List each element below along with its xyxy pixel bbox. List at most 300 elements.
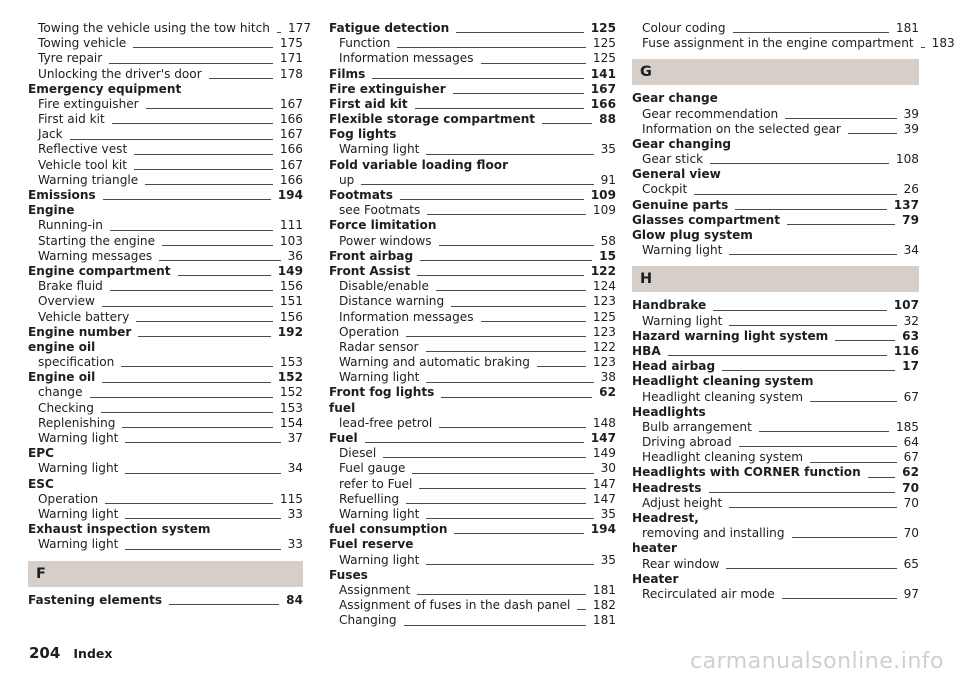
- entry-label: Power windows: [339, 233, 432, 248]
- index-entry: [329, 112, 616, 127]
- index-subentry: [28, 112, 303, 127]
- page-reference: 137: [893, 197, 919, 212]
- leader-line: [726, 568, 896, 569]
- index-subentry: [632, 420, 919, 435]
- page-reference: 116: [893, 343, 919, 358]
- entry-label: Driving abroad: [642, 435, 732, 450]
- index-subentry: [632, 435, 919, 450]
- index-group-heading: Fuses: [329, 567, 368, 582]
- leader-line: [426, 382, 593, 383]
- entry-label: Warning light: [38, 506, 119, 521]
- index-subentry: [28, 158, 303, 173]
- index-subentry: [28, 355, 303, 370]
- entry-label: Fire extinguisher: [329, 81, 446, 96]
- index-entry: [329, 264, 616, 279]
- entry-label: Vehicle tool kit: [38, 157, 127, 172]
- page-reference: 154: [279, 415, 303, 430]
- leader-line: [146, 108, 273, 109]
- index-subentry: [329, 598, 616, 613]
- leader-line: [110, 290, 273, 291]
- page-reference: 33: [287, 537, 303, 552]
- index-subentry: [329, 553, 616, 568]
- index-subentry: [28, 507, 303, 522]
- entry-label: Assignment of fuses in the dash panel: [339, 598, 571, 613]
- entry-label: Refuelling: [339, 491, 400, 506]
- index-subentry: [329, 36, 616, 51]
- entry-label: Adjust height: [642, 495, 723, 510]
- entry-label: lead-free petrol: [339, 415, 433, 430]
- index-subentry: [28, 279, 303, 294]
- entry-label: Headlight cleaning system: [642, 389, 804, 404]
- leader-line: [835, 340, 895, 341]
- entry-label: Jack: [38, 127, 63, 142]
- leader-line: [542, 123, 592, 124]
- entry-label: Front Assist: [329, 263, 411, 278]
- index-subentry: [329, 477, 616, 492]
- page-reference: 97: [903, 586, 919, 601]
- page-reference: 182: [592, 598, 616, 613]
- page-reference: 171: [279, 51, 303, 66]
- leader-line: [70, 139, 273, 140]
- page-reference: 107: [893, 298, 919, 313]
- leader-line: [481, 63, 586, 64]
- index-group-heading: Fuel reserve: [329, 537, 414, 552]
- entry-label: Warning light: [38, 431, 119, 446]
- entry-label: Fastening elements: [28, 592, 163, 607]
- leader-line: [456, 32, 584, 33]
- leader-line: [481, 321, 586, 322]
- index-subentry: [632, 587, 919, 602]
- page-reference: 103: [279, 233, 303, 248]
- leader-line: [426, 154, 593, 155]
- leader-line: [426, 564, 593, 565]
- index-entry: [329, 188, 616, 203]
- index-subentry: [28, 310, 303, 325]
- leader-line: [125, 549, 280, 550]
- entry-label: Fuel: [329, 431, 358, 446]
- page-reference: 181: [592, 613, 616, 628]
- page-reference: 108: [895, 152, 919, 167]
- index-entry: [632, 466, 919, 481]
- entry-label: up: [339, 172, 355, 187]
- leader-line: [110, 230, 273, 231]
- entry-label: Overview: [38, 294, 95, 309]
- index-subentry: [28, 127, 303, 142]
- entry-label: Distance warning: [339, 294, 445, 309]
- page-reference: 122: [590, 263, 616, 278]
- index-entry: [632, 329, 919, 344]
- index-group-heading: Emergency equipment: [28, 81, 182, 96]
- leader-line: [810, 462, 897, 463]
- index-subentry: [28, 218, 303, 233]
- index-subentry: [329, 234, 616, 249]
- leader-line: [112, 123, 273, 124]
- entry-label: Engine compartment: [28, 263, 171, 278]
- index-group-heading: Gear change: [632, 91, 718, 106]
- leader-line: [441, 397, 592, 398]
- leader-line: [436, 290, 586, 291]
- page-reference: 15: [599, 248, 616, 263]
- index-subentry: [632, 450, 919, 465]
- index-subentry: [28, 386, 303, 401]
- index-entry: [329, 522, 616, 537]
- entry-label: Unlocking the driver's door: [38, 66, 202, 81]
- page-reference: 156: [279, 309, 303, 324]
- index-subentry: [632, 557, 919, 572]
- page-reference: 181: [895, 20, 919, 35]
- page-reference: 125: [592, 36, 616, 51]
- index-group-heading: Force limitation: [329, 218, 437, 233]
- index-entry: [632, 359, 919, 374]
- leader-line: [709, 492, 896, 493]
- entry-label: Genuine parts: [632, 197, 729, 212]
- leader-line: [427, 214, 586, 215]
- page-reference: 166: [279, 172, 303, 187]
- entry-label: First aid kit: [38, 112, 105, 127]
- page-reference: 123: [592, 324, 616, 339]
- page-reference: 147: [592, 476, 616, 491]
- index-subentry: [28, 20, 312, 36]
- leader-line: [400, 199, 584, 200]
- page-reference: 67: [903, 389, 919, 404]
- page-reference: 34: [903, 243, 919, 258]
- entry-label: Headlights with CORNER function: [632, 465, 861, 480]
- page-reference: 123: [592, 294, 616, 309]
- entry-label: Colour coding: [642, 20, 726, 35]
- page-reference: 125: [592, 309, 616, 324]
- entry-label: Information messages: [339, 309, 474, 324]
- page-reference: 166: [279, 112, 303, 127]
- leader-line: [178, 275, 271, 276]
- page-reference: 38: [600, 370, 616, 385]
- index-subentry: [632, 122, 919, 137]
- page-reference: 65: [903, 556, 919, 571]
- leader-line: [102, 306, 273, 307]
- page-reference: 35: [600, 506, 616, 521]
- index-subentry: [329, 613, 616, 628]
- entry-label: Warning light: [339, 506, 420, 521]
- entry-label: Warning messages: [38, 248, 153, 263]
- entry-label: Engine number: [28, 324, 132, 339]
- leader-line: [397, 47, 585, 48]
- page-reference: 62: [599, 385, 616, 400]
- index-column-1: [28, 20, 312, 608]
- index-entry: [28, 264, 303, 279]
- entry-label: Replenishing: [38, 415, 116, 430]
- index-subentry: [329, 583, 616, 598]
- entry-label: Engine oil: [28, 370, 96, 385]
- index-subentry: [329, 461, 616, 476]
- index-group-heading: Headrest,: [632, 511, 699, 526]
- index-subentry: [329, 446, 616, 461]
- leader-line: [759, 431, 889, 432]
- entry-label: Headlight cleaning system: [642, 450, 804, 465]
- leader-line: [694, 194, 896, 195]
- leader-line: [537, 366, 586, 367]
- entry-label: Glasses compartment: [632, 212, 781, 227]
- page-reference: 109: [590, 188, 616, 203]
- leader-line: [733, 32, 889, 33]
- index-group-heading: heater: [632, 541, 677, 556]
- entry-label: Warning triangle: [38, 172, 139, 187]
- page-reference: 166: [590, 96, 616, 111]
- index-subentry: [329, 355, 616, 370]
- leader-line: [105, 503, 273, 504]
- entry-label: Changing: [339, 613, 397, 628]
- page-reference: 58: [600, 233, 616, 248]
- index-group-heading: Headlights: [632, 404, 706, 419]
- page-reference: 84: [286, 592, 303, 607]
- page-reference: 88: [599, 112, 616, 127]
- index-subentry: [329, 51, 616, 66]
- leader-line: [103, 199, 271, 200]
- index-subentry: [632, 183, 919, 198]
- index-subentry: [28, 143, 303, 158]
- page-reference: 149: [277, 263, 303, 278]
- entry-label: Operation: [38, 491, 99, 506]
- index-subentry: [28, 537, 303, 552]
- entry-label: Flexible storage compartment: [329, 112, 536, 127]
- entry-label: Head airbag: [632, 359, 716, 374]
- page-reference: 62: [902, 465, 919, 480]
- page-reference: 109: [592, 203, 616, 218]
- leader-line: [713, 310, 886, 311]
- index-column-3: [632, 20, 955, 602]
- leader-line: [159, 260, 280, 261]
- page-reference: 147: [590, 431, 616, 446]
- entry-label: Running-in: [38, 218, 103, 233]
- entry-label: Warning light: [642, 243, 723, 258]
- page-reference: 167: [279, 96, 303, 111]
- entry-label: Gear stick: [642, 152, 704, 167]
- leader-line: [792, 537, 897, 538]
- leader-line: [365, 442, 584, 443]
- page-reference: 30: [600, 461, 616, 476]
- index-group-heading: Exhaust inspection system: [28, 522, 211, 537]
- index-group-heading: Fog lights: [329, 127, 397, 142]
- leader-line: [451, 306, 586, 307]
- index-group-heading: EPC: [28, 446, 55, 461]
- index-group-heading: engine oil: [28, 339, 96, 354]
- index-entry: [28, 593, 303, 608]
- index-subentry: [329, 279, 616, 294]
- entry-label: Rear window: [642, 556, 720, 571]
- index-subentry: [329, 203, 616, 218]
- index-entry: [329, 97, 616, 112]
- index-subentry: [28, 67, 303, 82]
- index-group-heading: General view: [632, 167, 721, 182]
- entry-label: Fatigue detection: [329, 20, 450, 35]
- index-group-heading: Engine: [28, 203, 75, 218]
- leader-line: [419, 488, 585, 489]
- page-reference: 67: [903, 450, 919, 465]
- index-entry: [329, 67, 616, 82]
- leader-line: [136, 321, 273, 322]
- entry-label: Warning light: [339, 370, 420, 385]
- entry-label: Disable/enable: [339, 279, 429, 294]
- index-subentry: [28, 294, 303, 309]
- index-subentry: [329, 294, 616, 309]
- index-entry: [632, 344, 919, 359]
- leader-line: [138, 336, 270, 337]
- leader-line: [383, 457, 586, 458]
- entry-label: Checking: [38, 400, 94, 415]
- index-subentry: [632, 496, 919, 511]
- entry-label: Gear recommendation: [642, 106, 779, 121]
- entry-label: Cockpit: [642, 182, 688, 197]
- page-reference: 183: [931, 36, 955, 51]
- index-entry: [329, 249, 616, 264]
- page-reference: 122: [592, 339, 616, 354]
- leader-line: [109, 63, 273, 64]
- page-reference: 111: [279, 218, 303, 233]
- leader-line: [722, 370, 895, 371]
- page-reference: 35: [600, 552, 616, 567]
- index-column-2: [329, 21, 616, 629]
- leader-line: [729, 325, 896, 326]
- leader-line: [121, 366, 273, 367]
- page-reference: 147: [592, 491, 616, 506]
- index-group-heading: Gear changing: [632, 136, 732, 151]
- entry-label: Warning light: [38, 537, 119, 552]
- entry-label: Warning light: [339, 142, 420, 157]
- entry-label: fuel consumption: [329, 522, 448, 537]
- index-entry: [329, 21, 616, 36]
- leader-line: [145, 184, 273, 185]
- entry-label: Towing vehicle: [38, 36, 127, 51]
- page-reference: 148: [592, 415, 616, 430]
- leader-line: [739, 446, 897, 447]
- index-subentry: [329, 143, 616, 158]
- index-subentry: [632, 107, 919, 122]
- page-reference: 35: [600, 142, 616, 157]
- section-label: Index: [73, 646, 113, 661]
- leader-line: [125, 518, 280, 519]
- entry-label: Headrests: [632, 480, 702, 495]
- page-reference: 124: [592, 279, 616, 294]
- entry-label: Information on the selected gear: [642, 121, 841, 136]
- entry-label: Assignment: [339, 582, 411, 597]
- leader-line: [125, 473, 280, 474]
- page-reference: 166: [279, 142, 303, 157]
- entry-label: Starting the engine: [38, 233, 156, 248]
- page-reference: 36: [287, 248, 303, 263]
- leader-line: [453, 93, 584, 94]
- index-group-heading: fuel: [329, 400, 356, 415]
- page-reference: 167: [590, 81, 616, 96]
- entry-label: Warning and automatic braking: [339, 355, 530, 370]
- entry-label: Reflective vest: [38, 142, 128, 157]
- index-subentry: [329, 340, 616, 355]
- letter-section-header: H: [632, 266, 919, 292]
- index-subentry: [329, 416, 616, 431]
- leader-line: [361, 184, 593, 185]
- leader-line: [426, 351, 586, 352]
- index-subentry: [632, 243, 919, 258]
- entry-label: Handbrake: [632, 298, 707, 313]
- leader-line: [868, 477, 895, 478]
- index-subentry: [28, 249, 303, 264]
- index-subentry: [632, 526, 919, 541]
- leader-line: [439, 245, 594, 246]
- leader-line: [735, 209, 886, 210]
- entry-label: Radar sensor: [339, 339, 419, 354]
- page-reference: 177: [287, 20, 312, 35]
- index-entry: [329, 82, 616, 97]
- index-subentry: [632, 314, 919, 329]
- leader-line: [729, 507, 896, 508]
- index-subentry: [28, 416, 303, 431]
- index-subentry: [28, 401, 303, 416]
- index-subentry: [28, 492, 303, 507]
- page-reference: 79: [902, 212, 919, 227]
- index-subentry: [329, 325, 616, 340]
- page-reference: 153: [279, 355, 303, 370]
- page-reference: 33: [287, 506, 303, 521]
- index-subentry: [632, 21, 919, 36]
- entry-label: Recirculated air mode: [642, 586, 775, 601]
- entry-label: removing and installing: [642, 526, 785, 541]
- entry-label: Information messages: [339, 51, 474, 66]
- index-group-heading: Glow plug system: [632, 228, 753, 243]
- entry-label: Operation: [339, 324, 400, 339]
- page-reference: 167: [279, 157, 303, 172]
- leader-line: [372, 78, 583, 79]
- index-subentry: [329, 310, 616, 325]
- page-reference: 34: [287, 461, 303, 476]
- leader-line: [406, 503, 586, 504]
- leader-line: [729, 254, 896, 255]
- page-reference: 125: [592, 51, 616, 66]
- page-reference: 63: [902, 328, 919, 343]
- page-reference: 152: [279, 385, 303, 400]
- leader-line: [101, 412, 273, 413]
- page-reference: 123: [592, 355, 616, 370]
- entry-label: Emissions: [28, 188, 96, 203]
- index-group-heading: Fold variable loading floor: [329, 157, 509, 172]
- index-subentry: [632, 36, 955, 51]
- entry-label: refer to Fuel: [339, 476, 413, 491]
- page-reference: 91: [600, 172, 616, 187]
- entry-label: Hazard warning light system: [632, 328, 829, 343]
- leader-line: [785, 118, 896, 119]
- leader-line: [417, 275, 584, 276]
- entry-label: Films: [329, 66, 366, 81]
- leader-line: [668, 355, 887, 356]
- index-subentry: [28, 234, 303, 249]
- page-reference: 156: [279, 279, 303, 294]
- leader-line: [420, 260, 592, 261]
- leader-line: [439, 427, 586, 428]
- entry-label: Bulb arrangement: [642, 419, 752, 434]
- leader-line: [426, 518, 593, 519]
- leader-line: [406, 336, 586, 337]
- page-reference: 125: [590, 20, 616, 35]
- entry-label: Fuse assignment in the engine compartment: [642, 36, 914, 51]
- leader-line: [122, 427, 272, 428]
- page-reference: 194: [590, 522, 616, 537]
- entry-label: Warning light: [339, 552, 420, 567]
- entry-label: Towing the vehicle using the tow hitch: [38, 20, 270, 35]
- index-entry: [28, 188, 303, 203]
- page-reference: 70: [903, 526, 919, 541]
- entry-label: Brake fluid: [38, 279, 103, 294]
- page-reference: 39: [903, 121, 919, 136]
- page-reference: 167: [279, 127, 303, 142]
- page-reference: 32: [903, 313, 919, 328]
- index-subentry: [28, 431, 303, 446]
- leader-line: [134, 154, 273, 155]
